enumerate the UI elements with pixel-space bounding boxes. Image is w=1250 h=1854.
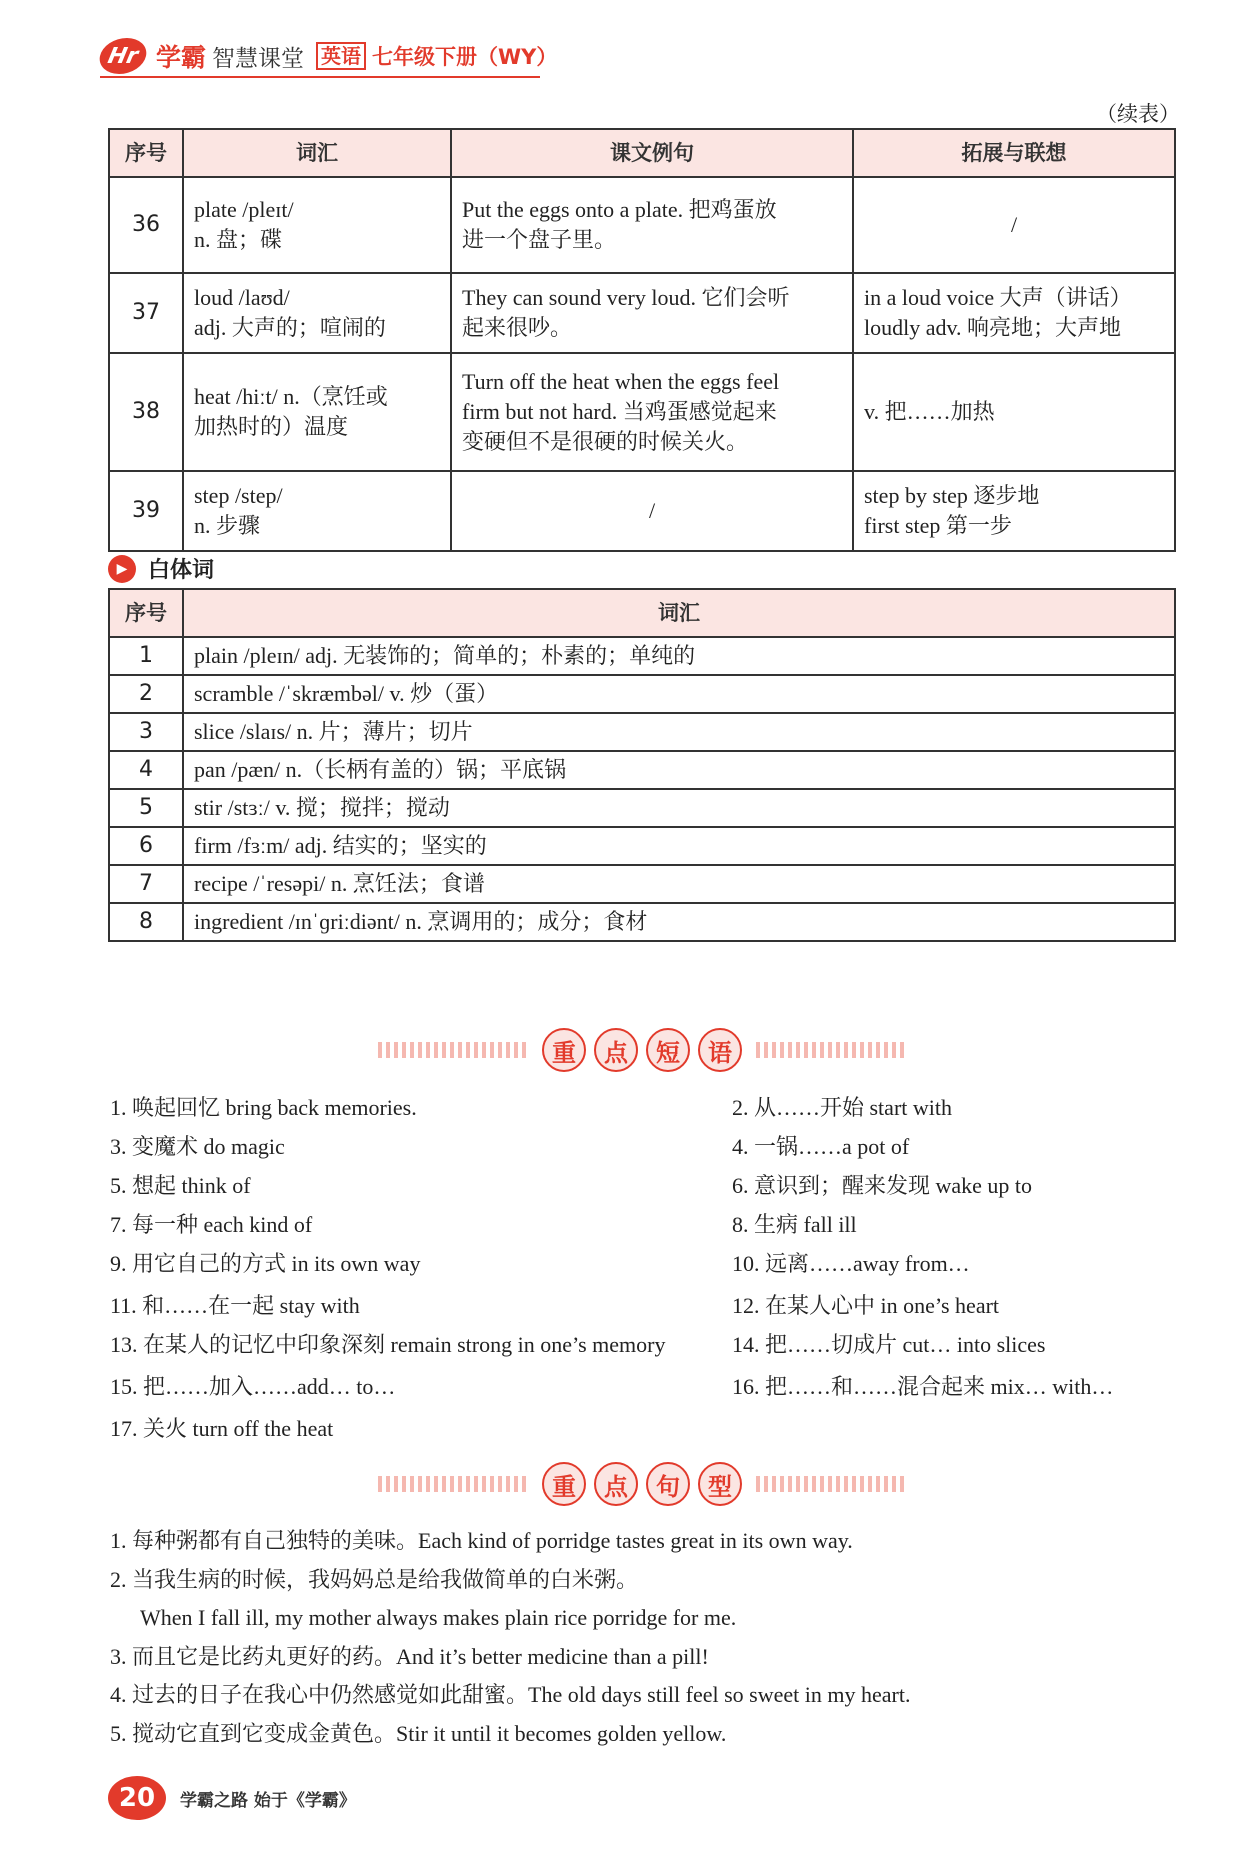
table-row [109,827,1175,865]
phrase-item: 2. 从……开始 start with [732,1095,952,1120]
sentence-cell-line: Put the eggs onto a plate. 把鸡蛋放 [462,197,777,222]
col-header-vocab: 词汇 [183,129,451,177]
phrase-item: 10. 远离……away from… [732,1251,970,1276]
banner-dots-right [756,1476,906,1492]
vocab-cell-line: n. 盘；碟 [194,227,283,252]
table-row [109,675,1175,713]
page-header [100,38,557,74]
col-header-vocab: 词汇 [183,589,1175,637]
extension-cell [853,177,1175,273]
section-heading-baiti [108,553,214,584]
page-number: 20 [108,1776,166,1820]
col-header-extension: 拓展与联想 [853,129,1175,177]
extension-cell [853,471,1175,551]
banner-char: 点 [594,1462,638,1506]
sentence-list [110,1522,1190,1753]
continued-label: （续表） [1096,102,1180,126]
extension-cell-line: / [1010,212,1018,237]
vocab-cell-line: step /step/ [194,483,283,508]
table-row [109,903,1175,941]
sentence-cell [451,353,853,471]
sentence-item: 4. 过去的日子在我心中仍然感觉如此甜蜜。The old days still feel so sweet in my heart. [110,1682,911,1707]
phrase-item: 9. 用它自己的方式 in its own way [110,1251,421,1276]
sentence-item: 1. 每种粥都有自己独特的美味。Each kind of porridge tastes great in its own way. [110,1528,853,1553]
sentence-item: 2. 当我生病的时候，我妈妈总是给我做简单的白米粥。 [110,1566,639,1592]
sentence-cell-line: Turn off the heat when the eggs feel [462,369,780,394]
banner-char: 句 [646,1462,690,1506]
sentence-cell-line: 起来很吵。 [462,315,573,340]
sentence-item: 5. 搅动它直到它变成金黄色。Stir it until it becomes golden yellow. [110,1720,727,1746]
banner-char: 重 [542,1462,586,1506]
vocab-entry: scramble /ˈskræmbəl/ v. 炒（蛋） [183,675,1175,713]
sentence-item: 3. 而且它是比药丸更好的药。And it’s better medicine than a pill! [110,1643,709,1669]
banner-char: 短 [646,1028,690,1072]
page-footer [108,1776,356,1820]
sentence-cell [451,471,853,551]
header-divider [100,76,540,78]
extension-cell-line: loudly adv. 响亮地；大声地 [864,315,1122,340]
vocab-cell-line: plate /pleɪt/ [194,197,294,222]
row-number: 37 [109,273,183,353]
vocab-entry: slice /slaɪs/ n. 片；薄片；切片 [183,713,1175,751]
row-number: 3 [109,713,183,751]
brand-logo-icon: Hr [96,38,150,74]
extension-cell [853,353,1175,471]
phrase-item: 6. 意识到；醒来发现 wake up to [732,1173,1033,1198]
vocab-entry: plain /pleɪn/ adj. 无装饰的；简单的；朴素的；单纯的 [183,637,1175,675]
phrase-item: 14. 把……切成片 cut… into slices [732,1332,1046,1357]
phrase-item: 4. 一锅……a pot of [732,1134,910,1159]
phrase-item: 17. 关火 turn off the heat [110,1416,334,1441]
footer-slogan: 学霸之路 始于《学霸》 [180,1790,356,1811]
section-title: 白体词 [148,558,215,583]
table-row [109,471,1175,551]
vocab-cell-line: 加热时的）温度 [194,414,349,439]
baiti-vocab-table [108,588,1176,942]
row-number: 1 [109,637,183,675]
banner-char: 语 [698,1028,742,1072]
row-number: 8 [109,903,183,941]
banner-char: 重 [542,1028,586,1072]
banner-key-sentences [108,1462,1176,1506]
brand-name: 学霸 [156,43,207,72]
phrase-list-left [110,1088,710,1448]
sentence-cell-line: 进一个盘子里。 [462,227,617,252]
vocab-cell-line: adj. 大声的；喧闹的 [194,315,386,340]
vocab-entry: pan /pæn/ n.（长柄有盖的）锅；平底锅 [183,751,1175,789]
table-row [109,353,1175,471]
vocab-entry: recipe /ˈresəpi/ n. 烹饪法；食谱 [183,865,1175,903]
grade-label: 七年级下册（WY） [372,45,558,69]
table-row [109,789,1175,827]
sentence-cell [451,177,853,273]
phrase-item: 16. 把……和……混合起来 mix… with… [732,1374,1114,1399]
extension-cell-line: in a loud voice 大声（讲话） [864,285,1132,310]
extension-cell [853,273,1175,353]
table-row [109,865,1175,903]
row-number: 5 [109,789,183,827]
sentence-item-continued: When I fall ill, my mother always makes plain rice porridge for me. [140,1605,737,1630]
col-header-num: 序号 [109,589,183,637]
table-row [109,637,1175,675]
phrase-item: 15. 把……加入……add… to… [110,1374,396,1399]
banner-dots-left [378,1042,528,1058]
phrase-item: 7. 每一种 each kind of [110,1212,313,1237]
vocab-cell [183,273,451,353]
col-header-sentence: 课文例句 [451,129,853,177]
table-row [109,177,1175,273]
sentence-cell [451,273,853,353]
play-arrow-icon: ▶ [108,555,136,583]
sentence-cell-line: / [648,498,656,523]
extension-cell-line: first step 第一步 [864,513,1012,538]
row-number: 4 [109,751,183,789]
extension-cell-line: step by step 逐步地 [864,483,1040,508]
sentence-cell-line: They can sound very loud. 它们会听 [462,285,790,310]
row-number: 7 [109,865,183,903]
row-number: 2 [109,675,183,713]
col-header-num: 序号 [109,129,183,177]
row-number: 38 [109,353,183,471]
sentence-cell-line: 变硬但不是很硬的时候关火。 [462,429,749,454]
row-number: 6 [109,827,183,865]
banner-char: 型 [698,1462,742,1506]
vocab-cell-line: heat /hiːt/ n.（烹饪或 [194,384,388,409]
vocab-entry: stir /stɜː/ v. 搅；搅拌；搅动 [183,789,1175,827]
vocab-entry: firm /fɜːm/ adj. 结实的；坚实的 [183,827,1175,865]
row-number: 36 [109,177,183,273]
vocab-entry: ingredient /ɪnˈɡriːdiənt/ n. 烹调用的；成分；食材 [183,903,1175,941]
banner-key-phrases [108,1028,1176,1072]
vocab-cell [183,471,451,551]
brand-subtitle: 智慧课堂 [212,45,305,72]
extension-cell-line: v. 把……加热 [864,399,995,424]
vocab-cell-line: loud /laʊd/ [194,285,290,310]
phrase-item: 13. 在某人的记忆中印象深刻 remain strong in one’s memory [110,1332,666,1357]
phrase-item: 5. 想起 think of [110,1173,251,1198]
phrase-list-right [732,1088,1192,1406]
banner-char: 点 [594,1028,638,1072]
vocab-cell [183,353,451,471]
banner-dots-right [756,1042,906,1058]
phrase-item: 11. 和……在一起 stay with [110,1293,360,1318]
phrase-item: 12. 在某人心中 in one’s heart [732,1293,1000,1318]
table-row [109,713,1175,751]
phrase-item: 3. 变魔术 do magic [110,1134,285,1159]
vocab-cell [183,177,451,273]
phrase-item: 1. 唤起回忆 bring back memories. [110,1095,417,1120]
vocab-cell-line: n. 步骤 [194,513,261,538]
subject-badge: 英语 [316,42,366,70]
banner-dots-left [378,1476,528,1492]
table-row [109,273,1175,353]
sentence-cell-line: firm but not hard. 当鸡蛋感觉起来 [462,399,777,424]
phrase-item: 8. 生病 fall ill [732,1212,857,1237]
table-row [109,751,1175,789]
vocab-table-continued [108,128,1176,552]
row-number: 39 [109,471,183,551]
